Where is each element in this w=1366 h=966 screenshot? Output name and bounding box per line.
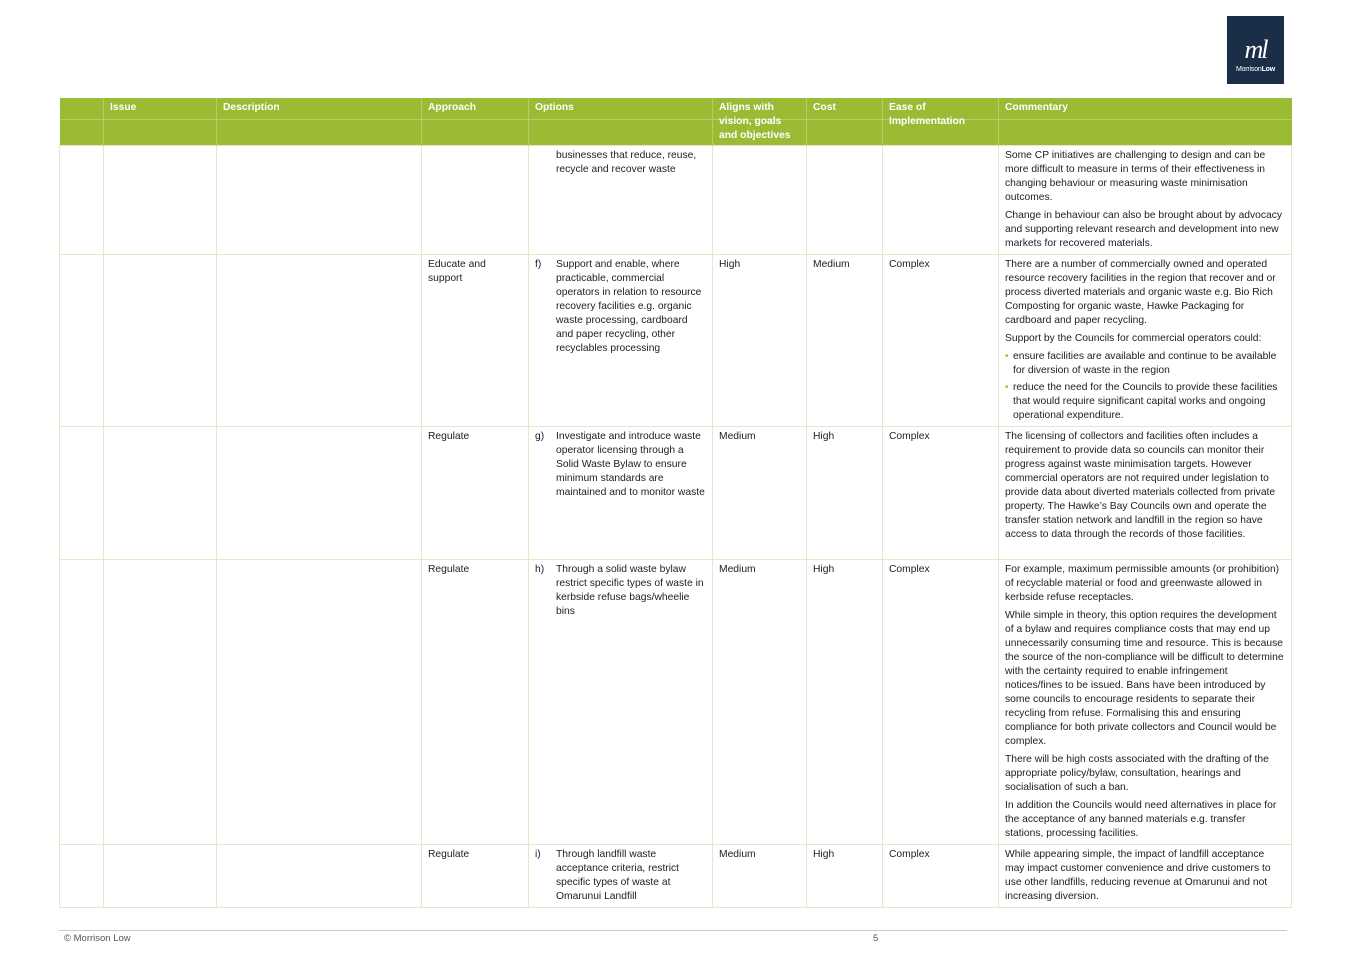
cell-aligns (713, 146, 807, 255)
header-approach: Approach (422, 98, 529, 146)
cell-description (217, 560, 422, 845)
cell-cost: High (807, 560, 883, 845)
header-description: Description (217, 98, 422, 146)
cell-commentary (999, 427, 1292, 560)
cell-approach: Educate and support (422, 255, 529, 427)
cell-commentary (999, 255, 1292, 427)
commentary-paragraph: Support by the Councils for commercial operators could: (1005, 333, 1262, 344)
option-letter (535, 149, 556, 177)
header-blank (60, 98, 104, 146)
cell-issue (104, 560, 217, 845)
table-row (60, 845, 1292, 908)
bullet-icon: • (1005, 382, 1009, 393)
cell-blank (60, 146, 104, 255)
cell-commentary (999, 845, 1292, 908)
option-letter: g) (535, 431, 545, 442)
cell-approach (422, 146, 529, 255)
cell-issue (104, 427, 217, 560)
header-aligns: Aligns with vision, goals and objectives (713, 98, 807, 146)
cell-approach: Regulate (422, 560, 529, 845)
commentary-paragraph: For example, maximum permissible amounts (or prohibition) of recyclable material or food and greenwaste allowed in kerbside refuse receptacles. (1005, 564, 1280, 603)
cell-ease: Complex (883, 427, 999, 560)
commentary-paragraph: There will be high costs associated with the drafting of the appropriate policy/bylaw, consultation, hearings and socialisation of such a ban. (1005, 754, 1269, 793)
cell-approach: Regulate (422, 845, 529, 908)
header-commentary: Commentary (999, 98, 1292, 146)
table-header-row (60, 98, 1292, 146)
cell-aligns: Medium (713, 845, 807, 908)
commentary-paragraph: Change in behaviour can also be brought about by advocacy and supporting relevant research and development into new markets for recovered materials. (1005, 210, 1283, 249)
morrison-low-logo (1227, 16, 1284, 84)
cell-cost (807, 146, 883, 255)
cell-approach: Regulate (422, 427, 529, 560)
bullet-icon: • (1005, 351, 1009, 362)
cell-cost: High (807, 427, 883, 560)
option-letter: i) (535, 849, 541, 860)
table-row (60, 146, 1292, 255)
commentary-paragraph: In addition the Councils would need alternatives in place for the acceptance of any banned materials e.g. transfer stations, processing facilities. (1005, 800, 1277, 839)
cell-ease: Complex (883, 560, 999, 845)
footer-page-number: 5 (873, 933, 879, 944)
table-row (60, 255, 1292, 427)
option-text: businesses that reduce, reuse, recycle and recover waste (556, 150, 697, 175)
cell-ease: Complex (883, 845, 999, 908)
logo-mark: ml (1244, 35, 1267, 64)
cell-ease (883, 146, 999, 255)
cell-blank (60, 427, 104, 560)
cell-blank (60, 255, 104, 427)
table-row (60, 427, 1292, 560)
cell-issue (104, 146, 217, 255)
cell-blank (60, 560, 104, 845)
header-issue: Issue (104, 98, 217, 146)
cell-blank (60, 845, 104, 908)
option-text: Investigate and introduce waste operator licensing through a Solid Waste Bylaw to ensure minimum standards are maintained and to monitor waste (556, 431, 705, 498)
cell-option (529, 146, 713, 255)
commentary-paragraph: Some CP initiatives are challenging to design and can be more difficult to measure in terms of their effectiveness in changing behaviour or measuring waste minimisation outcomes. (1005, 150, 1266, 203)
header-ease: Ease of Implementation (883, 98, 999, 146)
header-cost: Cost (807, 98, 883, 146)
cell-option (529, 427, 713, 560)
commentary-paragraph: There are a number of commercially owned and operated resource recovery facilities in the region that recover and or process diverted materials and organic waste e.g. Bio Rich Composting for organic waste, Hawke Packaging for cardboard and paper recycling. (1005, 259, 1276, 326)
option-text: Support and enable, where practicable, commercial operators in relation to resource recovery facilities e.g. organic waste processing, cardboard and paper recycling, other recyclables processing (556, 259, 702, 354)
option-text: Through landfill waste acceptance criteria, restrict specific types of waste at Omarunui Landfill (556, 849, 680, 902)
cell-commentary (999, 560, 1292, 845)
footer-copyright: © Morrison Low (64, 933, 131, 944)
cell-aligns: High (713, 255, 807, 427)
footer-divider (59, 930, 1287, 931)
cell-option (529, 845, 713, 908)
commentary-paragraph: The licensing of collectors and facilities often includes a requirement to provide data so councils can monitor their progress against waste minimisation targets. However commercial operators are not required under legislation to provide data about diverted materials collected from private property. The Hawke’s Bay Councils own and operate the transfer station network and landfill in the region so have access to data through the records of those facilities. (1005, 431, 1276, 540)
waste-options-table (59, 98, 1292, 908)
cell-commentary (999, 146, 1292, 255)
commentary-paragraph: While appearing simple, the impact of landfill acceptance may impact customer convenience and drive customers to use other landfills, reducing revenue at Omarunui and not increasing diversion. (1005, 849, 1271, 902)
cell-ease: Complex (883, 255, 999, 427)
cell-description (217, 255, 422, 427)
cell-issue (104, 845, 217, 908)
cell-description (217, 845, 422, 908)
cell-issue (104, 255, 217, 427)
option-letter: f) (535, 259, 542, 270)
cell-cost: Medium (807, 255, 883, 427)
cell-aligns: Medium (713, 560, 807, 845)
cell-description (217, 146, 422, 255)
table-row (60, 560, 1292, 845)
logo-name: MorrisonLow (1235, 66, 1276, 73)
cell-option (529, 560, 713, 845)
option-text: Through a solid waste bylaw restrict specific types of waste in kerbside refuse bags/wheelie bins (556, 564, 704, 617)
cell-aligns: Medium (713, 427, 807, 560)
bullet-item: • reduce the need for the Councils to provide these facilities that would require significant capital works and ongoing operational expenditure. (1005, 382, 1278, 421)
header-options: Options (529, 98, 713, 146)
cell-description (217, 427, 422, 560)
cell-cost: High (807, 845, 883, 908)
bullet-item: • ensure facilities are available and continue to be available for diversion of waste in the region (1005, 351, 1277, 376)
cell-option (529, 255, 713, 427)
option-letter: h) (535, 564, 545, 575)
commentary-paragraph: While simple in theory, this option requires the development of a bylaw and requires compliance costs that may end up unnecessarily consuming time and resource. This is because the source of the non-compliance will be difficult to determine with the certainty required to enable infringement notices/fines to be issued. Bans have been introduced by some councils to encourage residents to separate their recycling from refuse. Formalising this and ensuring compliance for both private collectors and Council would be complex. (1005, 610, 1284, 747)
